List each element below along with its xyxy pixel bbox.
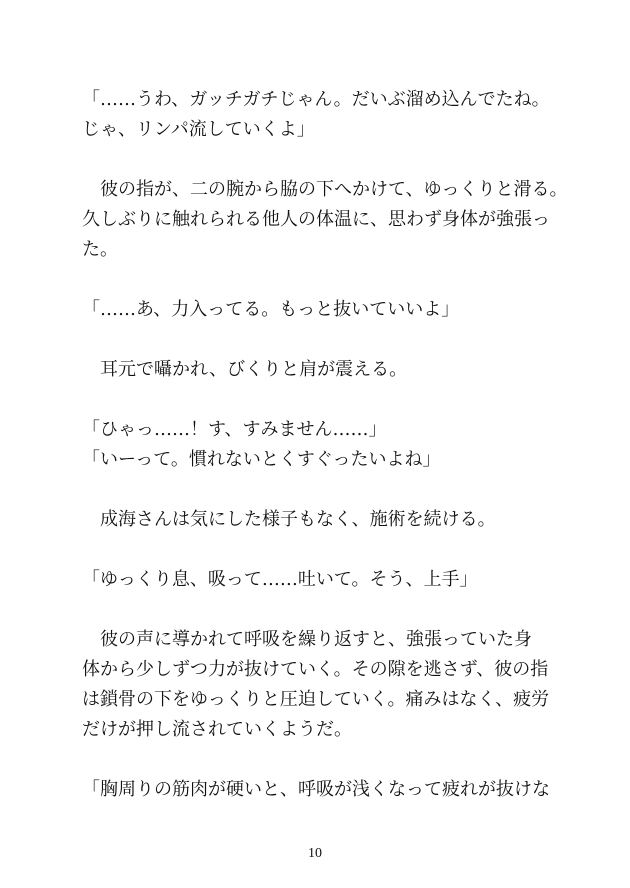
paragraph xyxy=(82,625,582,745)
text-line: 彼の声に導かれて呼吸を繰り返すと、強張っていた身 xyxy=(82,629,532,650)
text-line: 「胸周りの筋肉が硬いと、呼吸が浅くなって疲れが抜けな xyxy=(82,779,550,800)
paragraph xyxy=(82,565,582,595)
paragraph xyxy=(82,775,582,805)
text-line: 「ひゃっ……！す、すみません……」 xyxy=(82,419,387,440)
paragraph xyxy=(82,415,582,475)
text-line: た。 xyxy=(82,239,118,260)
paragraph xyxy=(82,85,582,145)
text-line: 耳元で囁かれ、びくりと肩が震える。 xyxy=(82,359,408,380)
page-number: 10 xyxy=(308,846,322,861)
text-line: 「……うわ、ガッチガチじゃん。だいぶ溜め込んでたね。 xyxy=(82,89,550,110)
text-line: 久しぶりに触れられる他人の体温に、思わず身体が強張っ xyxy=(82,209,550,230)
paragraph xyxy=(82,505,582,535)
text-line: 成海さんは気にした様子もなく、施術を続ける。 xyxy=(82,509,496,530)
text-line: じゃ、リンパ流していくよ」 xyxy=(82,119,315,140)
text-line: 彼の指が、二の腕から脇の下へかけて、ゆっくりと滑る。 xyxy=(82,179,568,200)
text-line: だけが押し流されていくようだ。 xyxy=(82,719,352,740)
paragraph xyxy=(82,175,582,265)
text-line: 「……あ、力入ってる。もっと抜いていいよ」 xyxy=(82,299,460,320)
text-line: 「いーって。慣れないとくすぐったいよね」 xyxy=(82,449,441,470)
text-line: 体から少しずつ力が抜けていく。その隙を逃さず、彼の指 xyxy=(82,659,549,680)
paragraph xyxy=(82,355,582,385)
body-text xyxy=(82,85,582,835)
paragraph xyxy=(82,295,582,325)
text-line: 「ゆっくり息、吸って……吐いて。そう、上手」 xyxy=(82,569,478,590)
text-line: は鎖骨の下をゆっくりと圧迫していく。痛みはなく、疲労 xyxy=(82,689,550,710)
